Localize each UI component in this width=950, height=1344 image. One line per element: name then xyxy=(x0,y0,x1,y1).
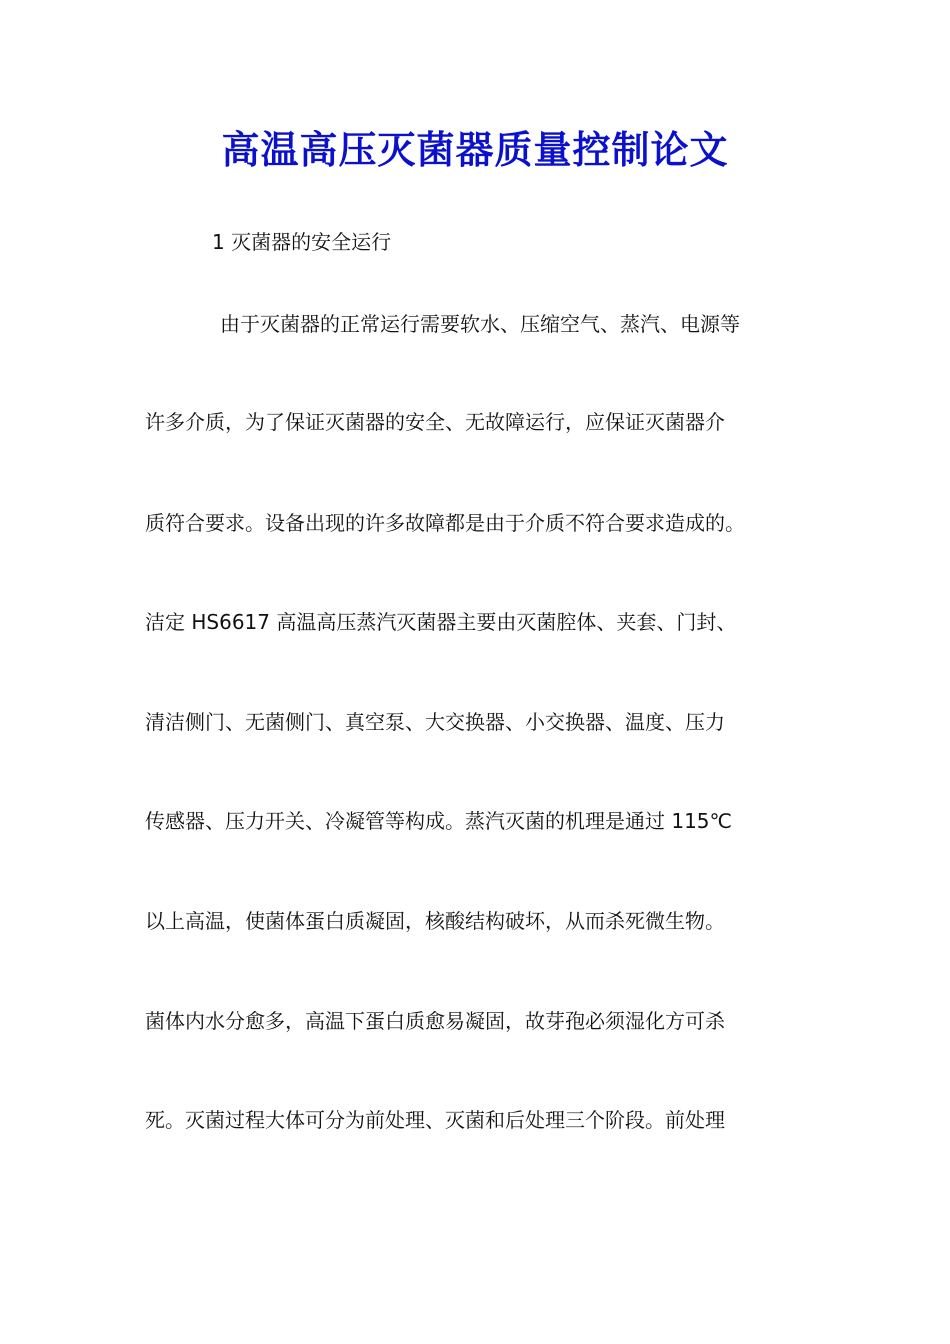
paragraph-line: 以上高温，使菌体蛋白质凝固，核酸结构破坏，从而杀死微生物。 xyxy=(145,909,725,933)
paragraph-line: 洁定 HS6617 高温高压蒸汽灭菌器主要由灭菌腔体、夹套、门封、 xyxy=(145,610,737,634)
paragraph-line: 许多介质，为了保证灭菌器的安全、无故障运行，应保证灭菌器介 xyxy=(145,410,725,434)
paragraph-line: 质符合要求。设备出现的许多故障都是由于介质不符合要求造成的。 xyxy=(145,511,745,535)
paragraph-line: 清洁侧门、无菌侧门、真空泵、大交换器、小交换器、温度、压力 xyxy=(145,710,725,734)
document-title: 高温高压灭菌器质量控制论文 xyxy=(221,127,729,172)
paragraph-line: 菌体内水分愈多，高温下蛋白质愈易凝固，故芽孢必须湿化方可杀 xyxy=(145,1009,725,1033)
paragraph-line: 传感器、压力开关、冷凝管等构成。蒸汽灭菌的机理是通过 115℃ xyxy=(145,809,732,833)
paragraph-line: 由于灭菌器的正常运行需要软水、压缩空气、蒸汽、电源等 xyxy=(220,312,740,336)
paragraph-line: 死。灭菌过程大体可分为前处理、灭菌和后处理三个阶段。前处理 xyxy=(145,1108,725,1132)
section-heading: 1 灭菌器的安全运行 xyxy=(212,230,392,254)
